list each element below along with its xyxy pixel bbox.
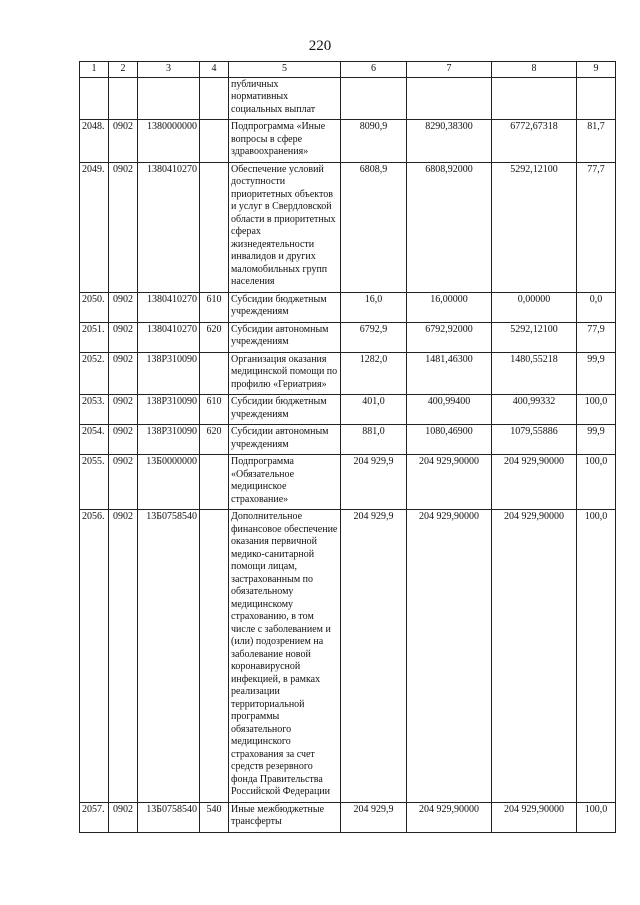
column-header: 4 [200,62,229,78]
refined-amount: 204 929,90000 [407,802,492,832]
target-code: 1380000000 [138,120,200,163]
expense-type-code: 610 [200,292,229,322]
target-code [138,77,200,120]
plan-amount: 401,0 [341,395,407,425]
execution-percent: 81,7 [577,120,616,163]
execution-percent: 99,9 [577,352,616,395]
plan-amount: 1282,0 [341,352,407,395]
row-number: 2051. [80,322,109,352]
refined-amount: 400,99400 [407,395,492,425]
row-number: 2048. [80,120,109,163]
executed-amount: 5292,12100 [492,322,577,352]
section-code: 0902 [109,120,138,163]
refined-amount: 204 929,90000 [407,510,492,803]
target-code: 138Р310090 [138,395,200,425]
table-row [80,322,616,352]
section-code: 0902 [109,322,138,352]
expense-type-code: 610 [200,395,229,425]
expense-type-code [200,162,229,292]
refined-amount: 1481,46300 [407,352,492,395]
column-header: 7 [407,62,492,78]
table-row [80,510,616,803]
item-name: публичных нормативных социальных выплат [229,77,341,120]
executed-amount: 1079,55886 [492,425,577,455]
plan-amount: 204 929,9 [341,802,407,832]
executed-amount: 1480,55218 [492,352,577,395]
table-row [80,455,616,510]
table-row [80,395,616,425]
budget-table [79,61,616,833]
expense-type-code [200,352,229,395]
row-number: 2056. [80,510,109,803]
refined-amount: 8290,38300 [407,120,492,163]
column-header: 8 [492,62,577,78]
target-code: 138Р310090 [138,425,200,455]
row-number: 2057. [80,802,109,832]
table-row [80,77,616,120]
section-code: 0902 [109,395,138,425]
page-number: 220 [308,38,332,54]
item-name: Субсидии бюджетным учреждениям [229,292,341,322]
executed-amount: 204 929,90000 [492,510,577,803]
column-number-row [80,62,616,78]
executed-amount: 6772,67318 [492,120,577,163]
expense-type-code: 620 [200,425,229,455]
item-name: Субсидии бюджетным учреждениям [229,395,341,425]
executed-amount: 0,00000 [492,292,577,322]
section-code: 0902 [109,802,138,832]
executed-amount: 204 929,90000 [492,802,577,832]
section-code: 0902 [109,162,138,292]
plan-amount: 16,0 [341,292,407,322]
column-header: 2 [109,62,138,78]
executed-amount: 204 929,90000 [492,455,577,510]
row-number: 2050. [80,292,109,322]
execution-percent: 0,0 [577,292,616,322]
execution-percent: 100,0 [577,395,616,425]
execution-percent: 100,0 [577,802,616,832]
executed-amount: 400,99332 [492,395,577,425]
target-code: 1380410270 [138,322,200,352]
row-number: 2053. [80,395,109,425]
target-code: 1380410270 [138,162,200,292]
plan-amount: 204 929,9 [341,510,407,803]
refined-amount: 1080,46900 [407,425,492,455]
section-code: 0902 [109,425,138,455]
row-number: 2055. [80,455,109,510]
refined-amount: 6808,92000 [407,162,492,292]
column-header: 1 [80,62,109,78]
refined-amount: 204 929,90000 [407,455,492,510]
plan-amount: 6808,9 [341,162,407,292]
column-header: 3 [138,62,200,78]
section-code: 0902 [109,510,138,803]
refined-amount [407,77,492,120]
execution-percent: 77,7 [577,162,616,292]
item-name: Обеспечение условий доступности приоритетных объектов и услуг в Свердловской области в приоритетных сферах жизнедеятельности инвалидов и других маломобильных групп населения [229,162,341,292]
item-name: Подпрограмма «Обязательное медицинское страхование» [229,455,341,510]
execution-percent: 99,9 [577,425,616,455]
column-header: 6 [341,62,407,78]
execution-percent: 77,9 [577,322,616,352]
item-name: Дополнительное финансовое обеспечение оказания первичной медико-санитарной помощи лицам, застрахованным по обязательному медицинскому страхованию, в том числе с заболеванием и (или) подозрением на заболевание новой коронавирусной инфекцией, в рамках реализации территориальной программы обязательного медицинского страхования за счет средств резервного фонда Правительства Российской Федерации [229,510,341,803]
section-code: 0902 [109,352,138,395]
row-number [80,77,109,120]
executed-amount: 5292,12100 [492,162,577,292]
table-row [80,425,616,455]
target-code: 13Б0758540 [138,802,200,832]
expense-type-code: 540 [200,802,229,832]
target-code: 1380410270 [138,292,200,322]
table-row [80,120,616,163]
target-code: 13Б0000000 [138,455,200,510]
row-number: 2049. [80,162,109,292]
item-name: Субсидии автономным учреждениям [229,322,341,352]
plan-amount: 6792,9 [341,322,407,352]
execution-percent: 100,0 [577,455,616,510]
section-code: 0902 [109,292,138,322]
column-header: 5 [229,62,341,78]
plan-amount [341,77,407,120]
refined-amount: 6792,92000 [407,322,492,352]
plan-amount: 204 929,9 [341,455,407,510]
item-name: Подпрограмма «Иные вопросы в сфере здравоохранения» [229,120,341,163]
section-code: 0902 [109,455,138,510]
plan-amount: 881,0 [341,425,407,455]
table-row [80,162,616,292]
target-code: 13Б0758540 [138,510,200,803]
row-number: 2054. [80,425,109,455]
plan-amount: 8090,9 [341,120,407,163]
expense-type-code [200,120,229,163]
expense-type-code [200,77,229,120]
target-code: 138Р310090 [138,352,200,395]
section-code [109,77,138,120]
item-name: Иные межбюджетные трансферты [229,802,341,832]
refined-amount: 16,00000 [407,292,492,322]
table-row [80,292,616,322]
column-header: 9 [577,62,616,78]
execution-percent [577,77,616,120]
execution-percent: 100,0 [577,510,616,803]
row-number: 2052. [80,352,109,395]
table-row [80,802,616,832]
table-row [80,352,616,395]
executed-amount [492,77,577,120]
expense-type-code [200,510,229,803]
expense-type-code: 620 [200,322,229,352]
expense-type-code [200,455,229,510]
item-name: Субсидии автономным учреждениям [229,425,341,455]
item-name: Организация оказания медицинской помощи по профилю «Гериатрия» [229,352,341,395]
